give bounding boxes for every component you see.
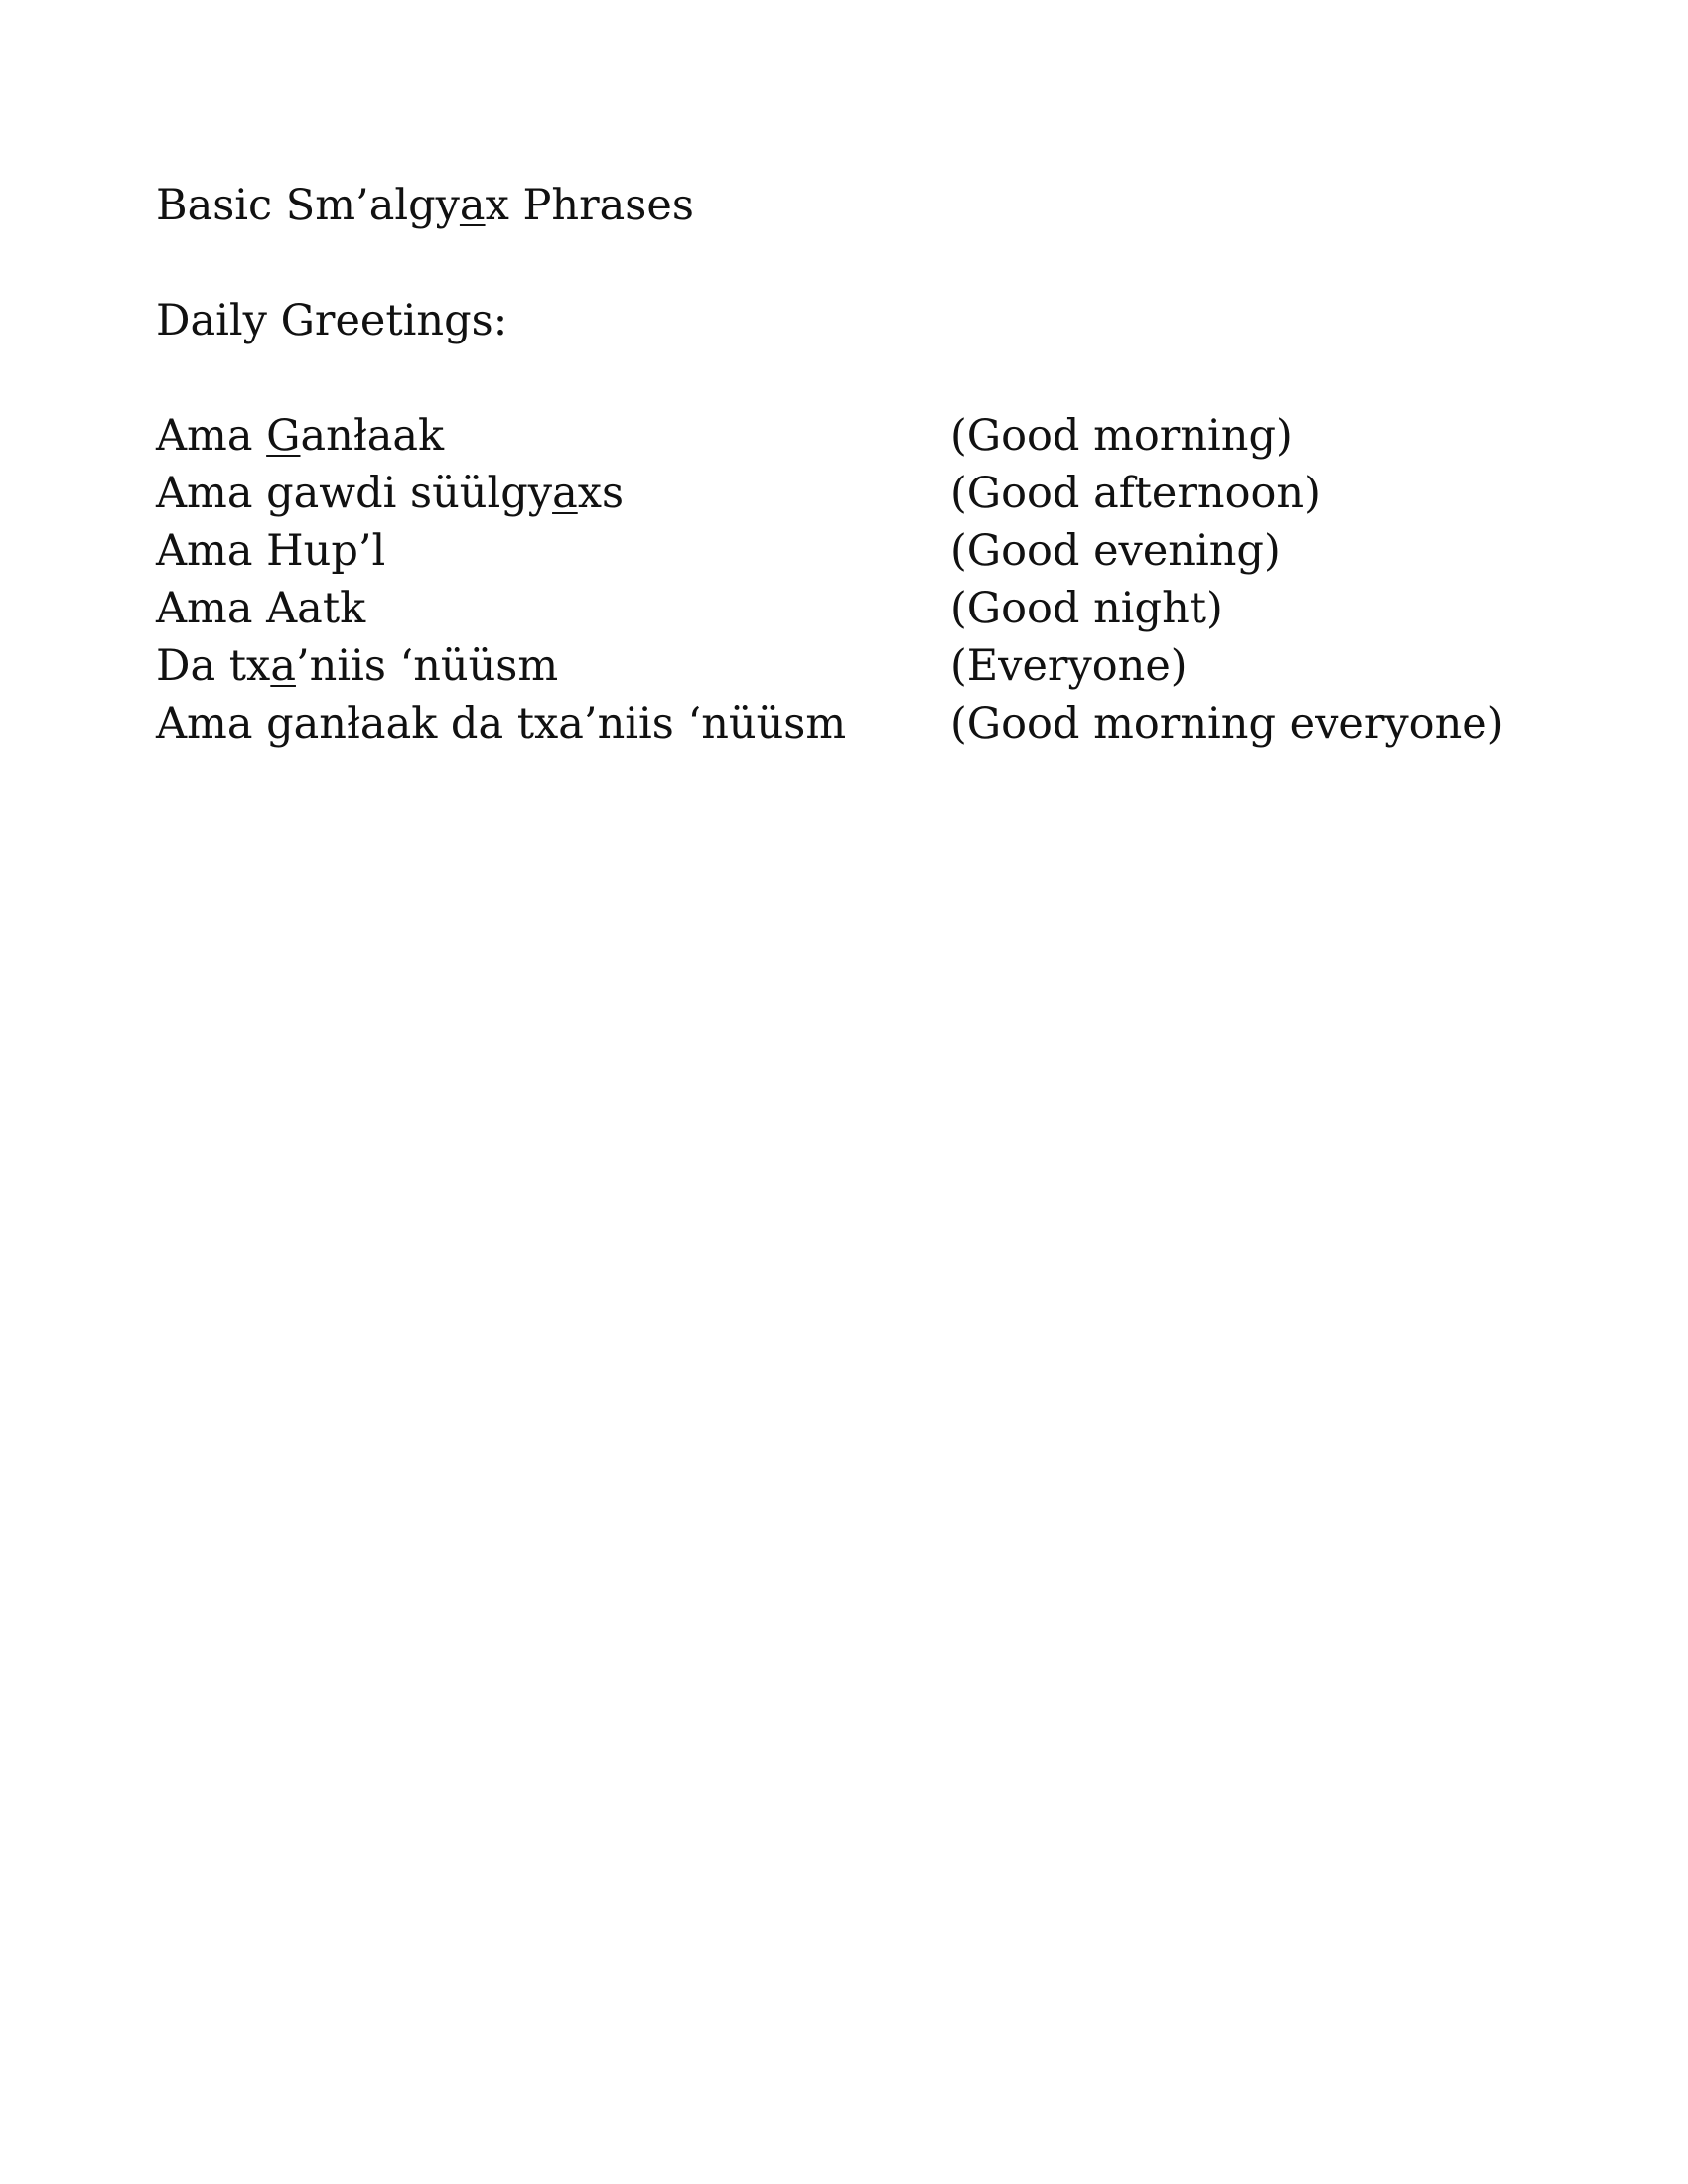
phrase-text-start: Ama gawdi süülgy (156, 469, 553, 518)
english-translation: (Good evening) (950, 526, 1281, 576)
phrase-underlined-letter: a (270, 641, 296, 691)
english-translation: (Good morning) (950, 411, 1293, 461)
phrase-text-end: ’niis ‘nüüsm (295, 641, 559, 691)
smalgyax-phrase (156, 637, 558, 695)
english-translation: (Good night) (950, 584, 1223, 633)
phrase-row (156, 522, 1546, 580)
smalgyax-phrase (156, 407, 444, 465)
phrase-text-start: Ama Aatk (156, 584, 366, 633)
smalgyax-phrase (156, 695, 846, 752)
title-text-end: x Phrases (485, 181, 694, 230)
section-heading: Daily Greetings: (156, 296, 508, 345)
phrase-text-end: anłaak (300, 411, 445, 461)
smalgyax-phrase (156, 465, 624, 522)
phrase-row (156, 580, 1546, 637)
smalgyax-phrase (156, 580, 365, 637)
phrase-text-start: Ama Hup’l (156, 526, 386, 576)
phrase-row (156, 407, 1546, 465)
phrase-text-end: xs (577, 469, 625, 518)
smalgyax-phrase (156, 522, 385, 580)
english-translation: (Good morning everyone) (950, 699, 1504, 749)
phrase-row (156, 465, 1546, 522)
phrase-text-start: Ama ganłaak da txa’niis ‘nüüsm (156, 699, 847, 749)
phrase-row (156, 637, 1546, 695)
title-text-start: Basic Sm’algy (156, 181, 460, 230)
phrase-underlined-letter: a (552, 469, 578, 518)
phrase-list (156, 407, 1546, 752)
phrase-underlined-letter: G (266, 411, 301, 461)
english-translation: (Everyone) (950, 641, 1188, 691)
phrase-text-start: Da tx (156, 641, 271, 691)
title-underlined-letter: a (459, 181, 486, 230)
phrase-row (156, 695, 1546, 752)
document-title (156, 177, 694, 234)
english-translation: (Good afternoon) (950, 469, 1321, 518)
phrase-text-start: Ama (156, 411, 267, 461)
